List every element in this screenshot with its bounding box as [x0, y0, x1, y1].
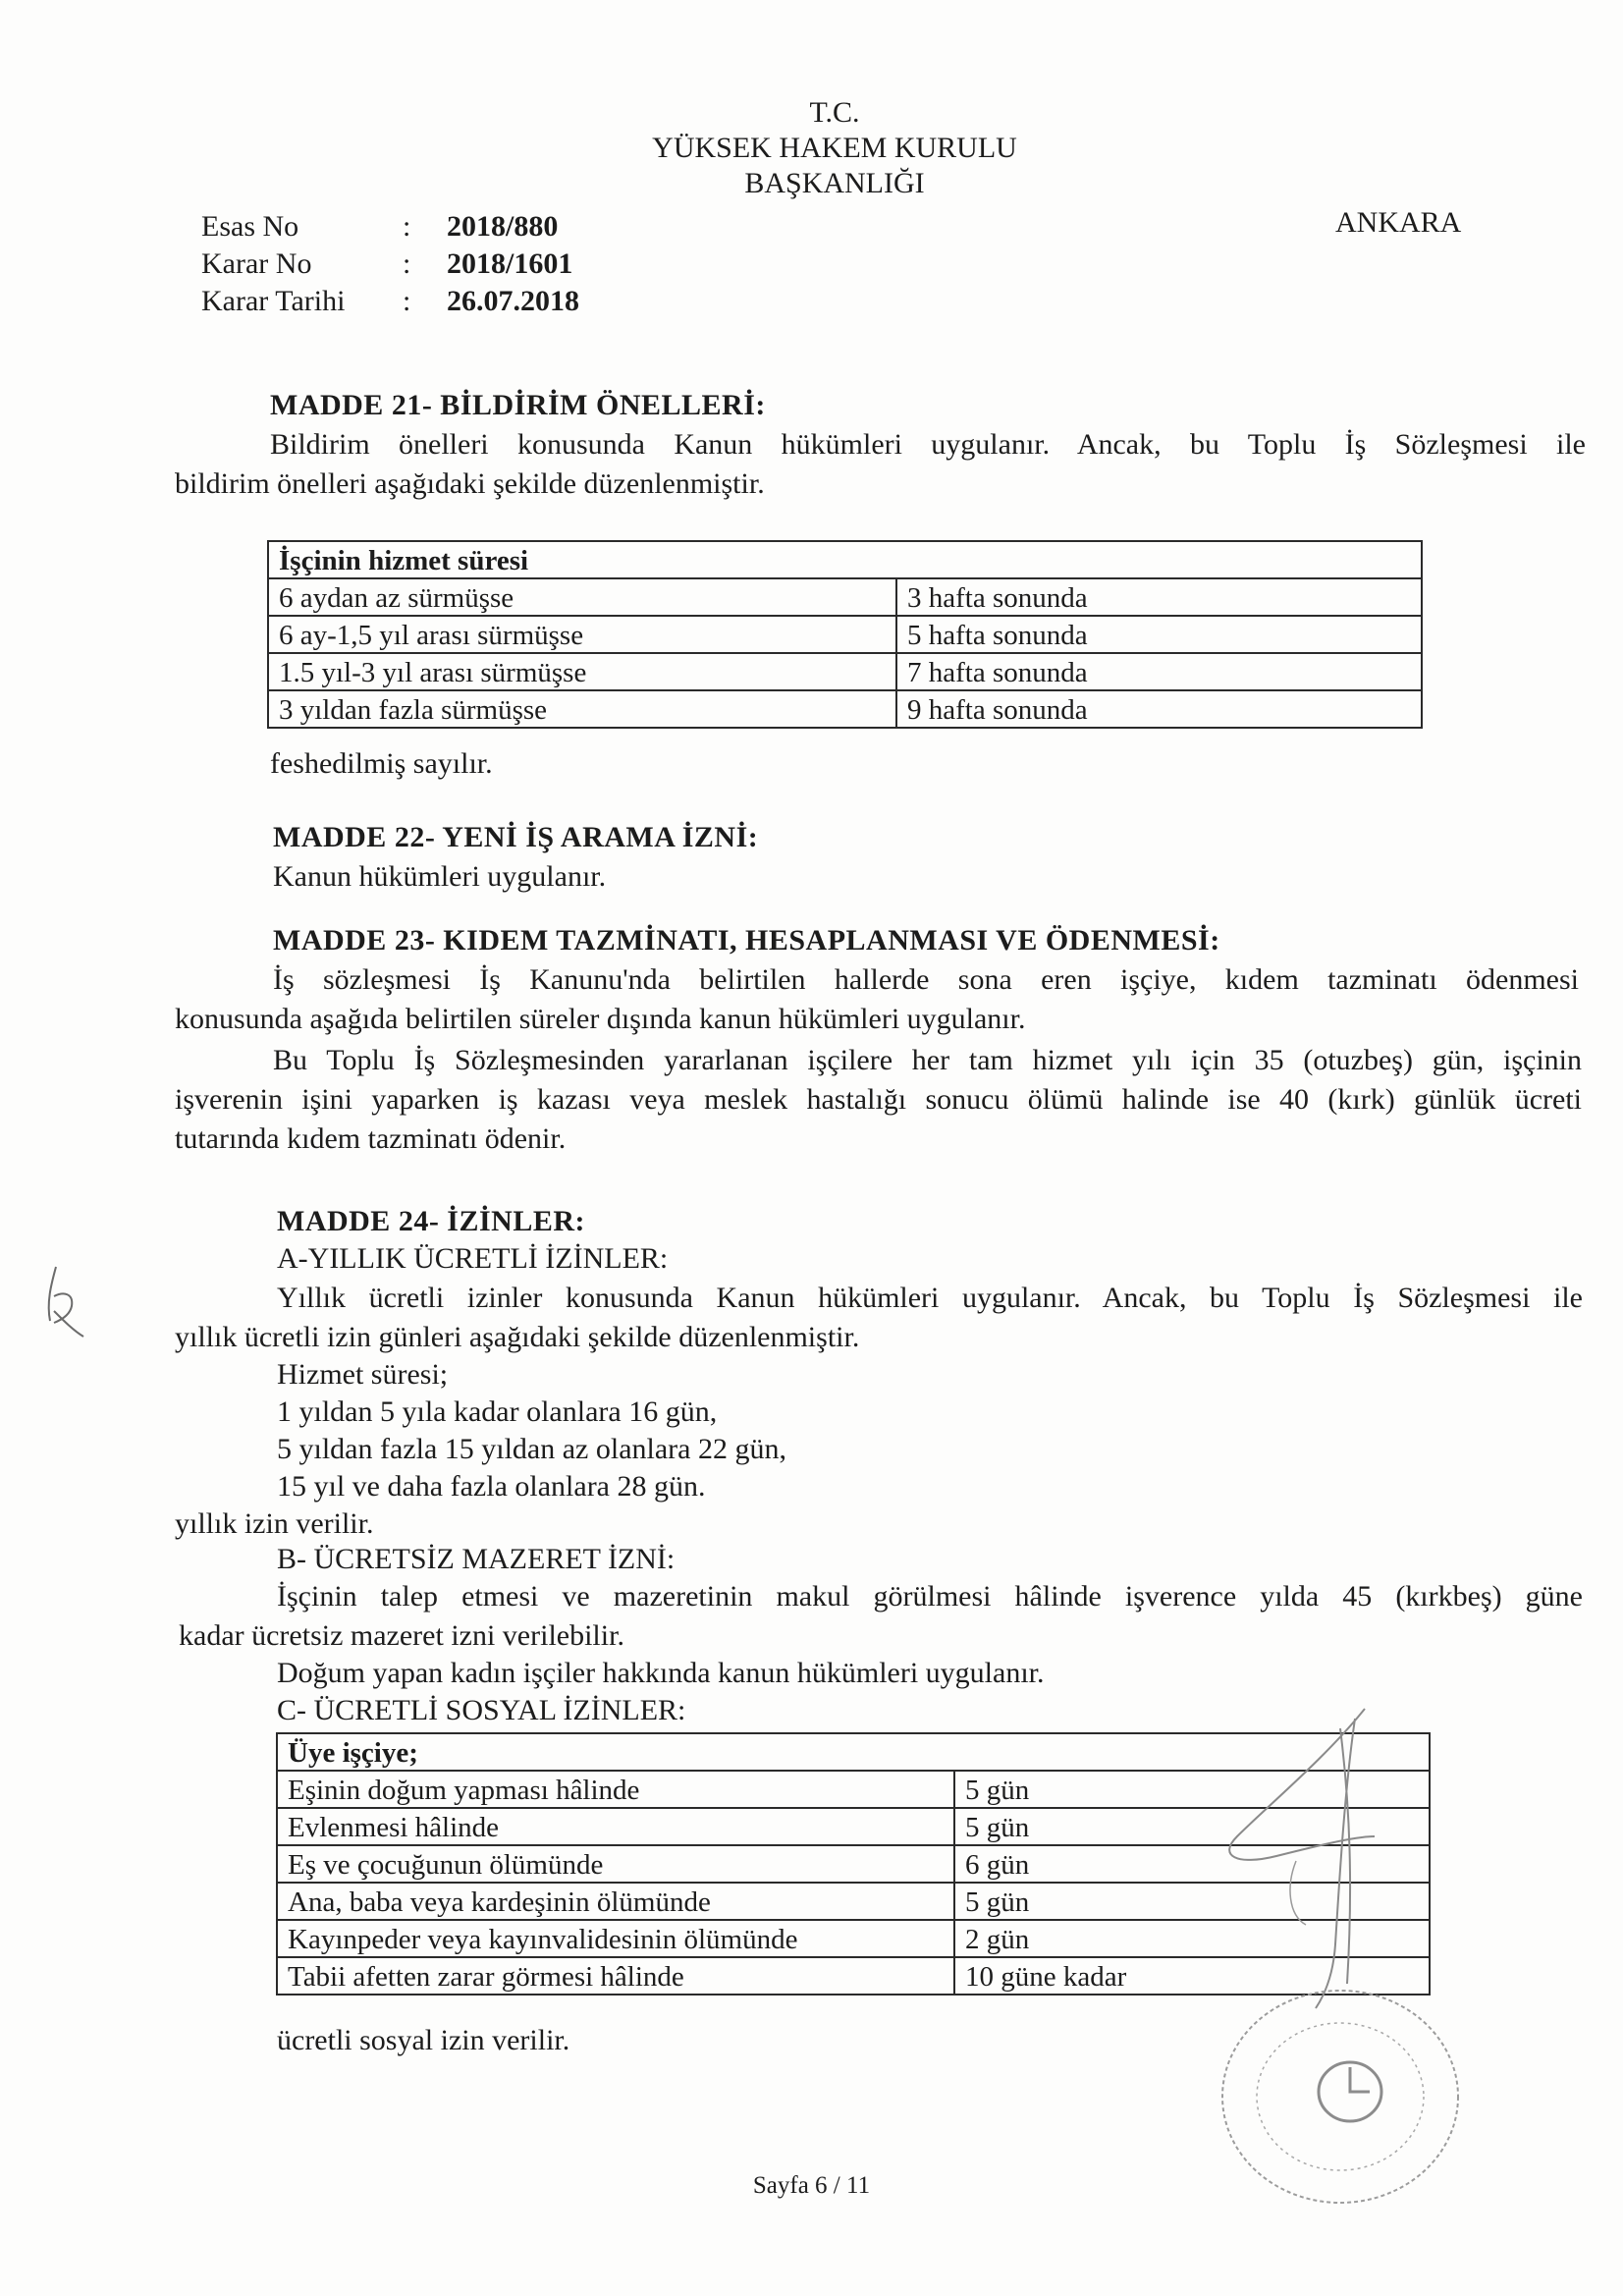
madde-21-heading: MADDE 21- BİLDİRİM ÖNELLERİ: [270, 389, 766, 421]
meta-value: 26.07.2018 [447, 285, 579, 317]
meta-colon: : [403, 210, 411, 243]
section-a-line-6: 15 yıl ve daha fazla olanlara 28 gün. [277, 1470, 706, 1503]
header-city: ANKARA [1335, 206, 1462, 239]
meta-row-tarih [201, 283, 579, 320]
table-row [268, 578, 1422, 616]
section-a-line-7: yıllık izin verilir. [175, 1507, 374, 1540]
table-cell-period: 7 hafta sonunda [896, 653, 1422, 690]
table-cell-days: 5 gün [954, 1771, 1430, 1808]
section-b-line-3: Doğum yapan kadın işçiler hakkında kanun hükümleri uygulanır. [277, 1657, 1045, 1689]
madde-23-line-5: tutarında kıdem tazminatı ödenir. [175, 1122, 567, 1155]
meta-colon: : [403, 285, 411, 317]
table-cell-reason: Eş ve çocuğunun ölümünde [277, 1845, 954, 1883]
madde-21-line-2: bildirim önelleri aşağıdaki şekilde düzenlenmiştir. [175, 467, 765, 500]
madde-22-text: Kanun hükümleri uygulanır. [273, 860, 607, 893]
table-cell-duration: 6 aydan az sürmüşse [268, 578, 896, 616]
table-cell-reason: Kayınpeder veya kayınvalidesinin ölümünde [277, 1920, 954, 1957]
meta-row-esas [201, 208, 579, 246]
page-number: Sayfa 6 / 11 [752, 2172, 871, 2199]
section-a-line-4: 1 yıldan 5 yıla kadar olanlara 16 gün, [277, 1395, 718, 1428]
madde-23-line-3: Bu Toplu İş Sözleşmesinden yararlanan işçilere her tam hizmet yılı için 35 (otuzbeş) gün, işçinin [273, 1044, 1582, 1076]
section-c-heading: C- ÜCRETLİ SOSYAL İZİNLER: [277, 1694, 686, 1726]
madde-21-line-1: Bildirim önelleri konusunda Kanun hükümleri uygulanır. Ancak, bu Toplu İş Sözleşmesi ile [270, 428, 1586, 461]
section-a-heading: A-YILLIK ÜCRETLİ İZİNLER: [277, 1242, 669, 1275]
table-cell-days: 6 gün [954, 1845, 1430, 1883]
section-a-line-3: Hizmet süresi; [277, 1358, 449, 1391]
meta-key: Karar No [201, 247, 312, 280]
table-cell-reason: Tabii afetten zarar görmesi hâlinde [277, 1957, 954, 1995]
table-cell-period: 5 hafta sonunda [896, 616, 1422, 653]
meta-key: Karar Tarihi [201, 285, 346, 317]
table-cell-period: 9 hafta sonunda [896, 690, 1422, 728]
madde-23-line-2: konusunda aşağıda belirtilen süreler dışında kanun hükümleri uygulanır. [175, 1003, 1026, 1035]
handwritten-signature [1178, 1689, 1434, 2013]
table-header-cell: Üye işçiye; [277, 1733, 1430, 1771]
meta-value: 2018/1601 [447, 247, 573, 280]
table-cell-reason: Eşinin doğum yapması hâlinde [277, 1771, 954, 1808]
table-cell-reason: Ana, baba veya kardeşinin ölümünde [277, 1883, 954, 1920]
table-row [268, 690, 1422, 728]
madde-24-heading: MADDE 24- İZİNLER: [277, 1205, 586, 1237]
header-line-3: BAŞKANLIĞI [744, 167, 925, 199]
notice-period-table [267, 540, 1423, 729]
meta-key: Esas No [201, 210, 299, 243]
case-meta [201, 208, 579, 320]
meta-value: 2018/880 [447, 210, 559, 243]
table-cell-duration: 3 yıldan fazla sürmüşse [268, 690, 896, 728]
margin-pencil-mark [44, 1262, 93, 1340]
table-cell-days: 2 gün [954, 1920, 1430, 1957]
madde-23-heading: MADDE 23- KIDEM TAZMİNATI, HESAPLANMASI VE ÖDENMESİ: [273, 924, 1220, 957]
table-row [268, 653, 1422, 690]
header-line-2: YÜKSEK HAKEM KURULU [652, 132, 1017, 164]
section-c-after: ücretli sosyal izin verilir. [277, 2024, 570, 2056]
table-header-row [268, 541, 1422, 578]
madde-21-after: feshedilmiş sayılır. [270, 747, 493, 780]
table-cell-days: 5 gün [954, 1808, 1430, 1845]
table-header-cell: İşçinin hizmet süresi [268, 541, 1422, 578]
section-b-line-1: İşçinin talep etmesi ve mazeretinin makul görülmesi hâlinde işverence yılda 45 (kırkbeş) güne [277, 1580, 1583, 1613]
madde-22-heading: MADDE 22- YENİ İŞ ARAMA İZNİ: [273, 821, 759, 853]
section-a-line-5: 5 yıldan fazla 15 yıldan az olanlara 22 gün, [277, 1433, 786, 1465]
table-cell-days: 5 gün [954, 1883, 1430, 1920]
table-cell-period: 3 hafta sonunda [896, 578, 1422, 616]
madde-23-line-4: işverenin işini yaparken iş kazası veya meslek hastalığı sonucu ölümü halinde ise 40 (kırk) günlük ücreti [175, 1083, 1582, 1116]
section-b-heading: B- ÜCRETSİZ MAZERET İZNİ: [277, 1543, 676, 1575]
header-line-1: T.C. [809, 96, 860, 129]
table-cell-duration: 1.5 yıl-3 yıl arası sürmüşse [268, 653, 896, 690]
section-b-line-2: kadar ücretsiz mazeret izni verilebilir. [179, 1619, 624, 1652]
meta-colon: : [403, 247, 411, 280]
table-row [268, 616, 1422, 653]
table-cell-days: 10 güne kadar [954, 1957, 1430, 1995]
section-a-line-1: Yıllık ücretli izinler konusunda Kanun hükümleri uygulanır. Ancak, bu Toplu İş Sözleşmesi ile [277, 1282, 1583, 1314]
madde-23-line-1: İş sözleşmesi İş Kanunu'nda belirtilen hallerde sona eren işçiye, kıdem tazminatı ödenmesi [273, 963, 1579, 996]
meta-row-karar [201, 246, 579, 283]
table-cell-duration: 6 ay-1,5 yıl arası sürmüşse [268, 616, 896, 653]
table-cell-reason: Evlenmesi hâlinde [277, 1808, 954, 1845]
section-a-line-2: yıllık ücretli izin günleri aşağıdaki şekilde düzenlenmiştir. [175, 1321, 860, 1353]
